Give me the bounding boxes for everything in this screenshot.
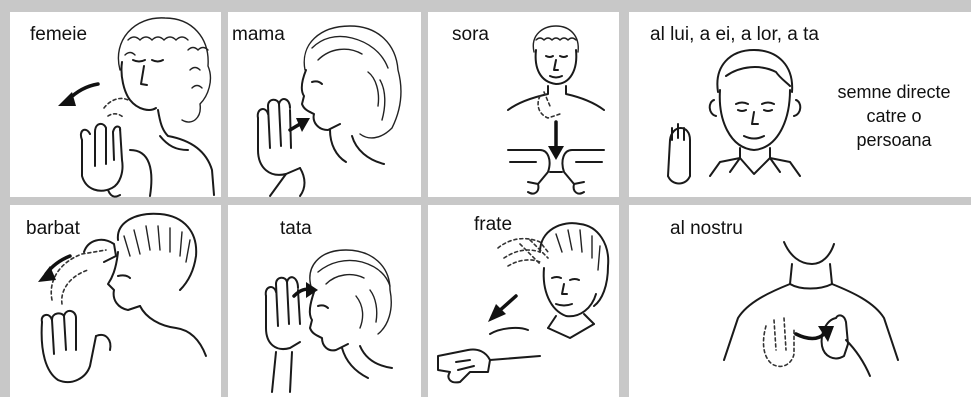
- sign-card-tata: [266, 218, 392, 392]
- sign-label-al-nostru: al nostru: [670, 218, 743, 239]
- brother-signing-illustration: [438, 223, 608, 382]
- sign-card-mama: [232, 24, 401, 196]
- sign-label-frate: frate: [474, 214, 513, 235]
- note-line-2: catre o: [866, 106, 922, 126]
- mother-signing-illustration: [258, 26, 401, 196]
- sign-label-al-lui: al lui, a ei, a lor, a ta: [650, 24, 819, 45]
- sign-label-sora: sora: [452, 24, 489, 45]
- sign-card-al-lui: [650, 24, 951, 184]
- note-line-3: persoana: [856, 130, 932, 150]
- direct-signs-note: [837, 82, 950, 150]
- father-signing-illustration: [266, 250, 392, 392]
- sign-label-mama: mama: [232, 24, 285, 45]
- boy-pointing-illustration: [668, 50, 800, 184]
- sign-card-femeie: [30, 18, 214, 197]
- sign-label-femeie: femeie: [30, 24, 88, 45]
- sign-card-barbat: [26, 214, 206, 382]
- sign-card-frate: [438, 214, 608, 382]
- sign-label-barbat: barbat: [26, 218, 80, 239]
- sign-label-tata: tata: [280, 218, 312, 239]
- note-line-1: semne directe: [837, 82, 951, 102]
- sign-card-al-nostru: [670, 218, 898, 376]
- sign-card-sora: [452, 24, 604, 194]
- sister-signing-illustration: [508, 26, 604, 194]
- chest-sign-illustration: [724, 242, 898, 376]
